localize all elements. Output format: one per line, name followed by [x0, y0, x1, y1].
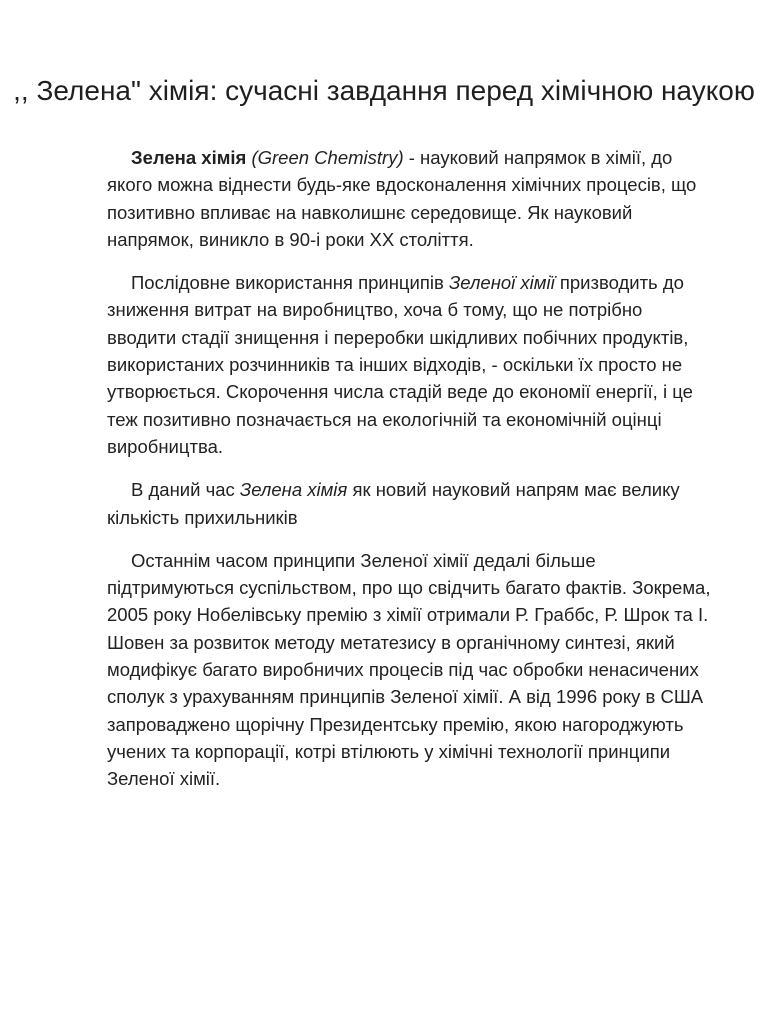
paragraph-definition [107, 144, 712, 253]
paragraph-text: призводить до зниження витрат на виробництво, хоча б тому, що не потрібно вводити стадії знищення і переробки шкідливих побічних продуктів, використаних розчинників та інших відходів, - оскільки їх просто не утворюється. Скорочення числа стадій веде до економії енергії, і це теж позитивно позначається на екологічній та економічній оцінці виробництва. [107, 272, 693, 457]
paragraph-text: як новий науковий напрям має велику кількість прихильників [107, 479, 680, 528]
term-bold: Зелена хімія [131, 147, 247, 168]
page-title: ,, Зелена" хімія: сучасні завдання перед хімічною наукою [13, 75, 755, 106]
term-english-italic: (Green Chemistry) [251, 147, 404, 168]
paragraph-text: - науковий напрямок в хімії, до якого можна віднести будь-яке вдосконалення хімічних процесів, що позитивно впливає на навколишнє середовище. Як науковий напрямок, виникло в 90-і роки XX століття. [107, 147, 697, 250]
paragraph-recognition: Останнім часом принципи Зеленої хімії дедалі більше підтримуються суспільством, про що свідчить багато фактів. Зокрема, 2005 року Нобелівську премію з хімії отримали Р. Граббс, Р. Шрок та І. Шовен за розвиток методу метатезису в органічному синтезі, який модифікує багато виробничих процесів під час обробки ненасичених сполук з урахуванням принципів Зеленої хімії. А від 1996 року в США запроваджено щорічну Президентську премію, якою нагороджують учених та корпорації, котрі втілюють у хімічні технології принципи Зеленої хімії. [107, 549, 711, 790]
paragraph-text: В даний час [131, 479, 240, 501]
paragraph-current-time [107, 476, 712, 531]
italic-term: Зелена хімія [239, 479, 348, 501]
italic-term: Зеленої хімії [448, 272, 555, 294]
paragraph-principles [107, 269, 712, 460]
paragraph-text: Послідовне використання принципів [131, 272, 449, 294]
